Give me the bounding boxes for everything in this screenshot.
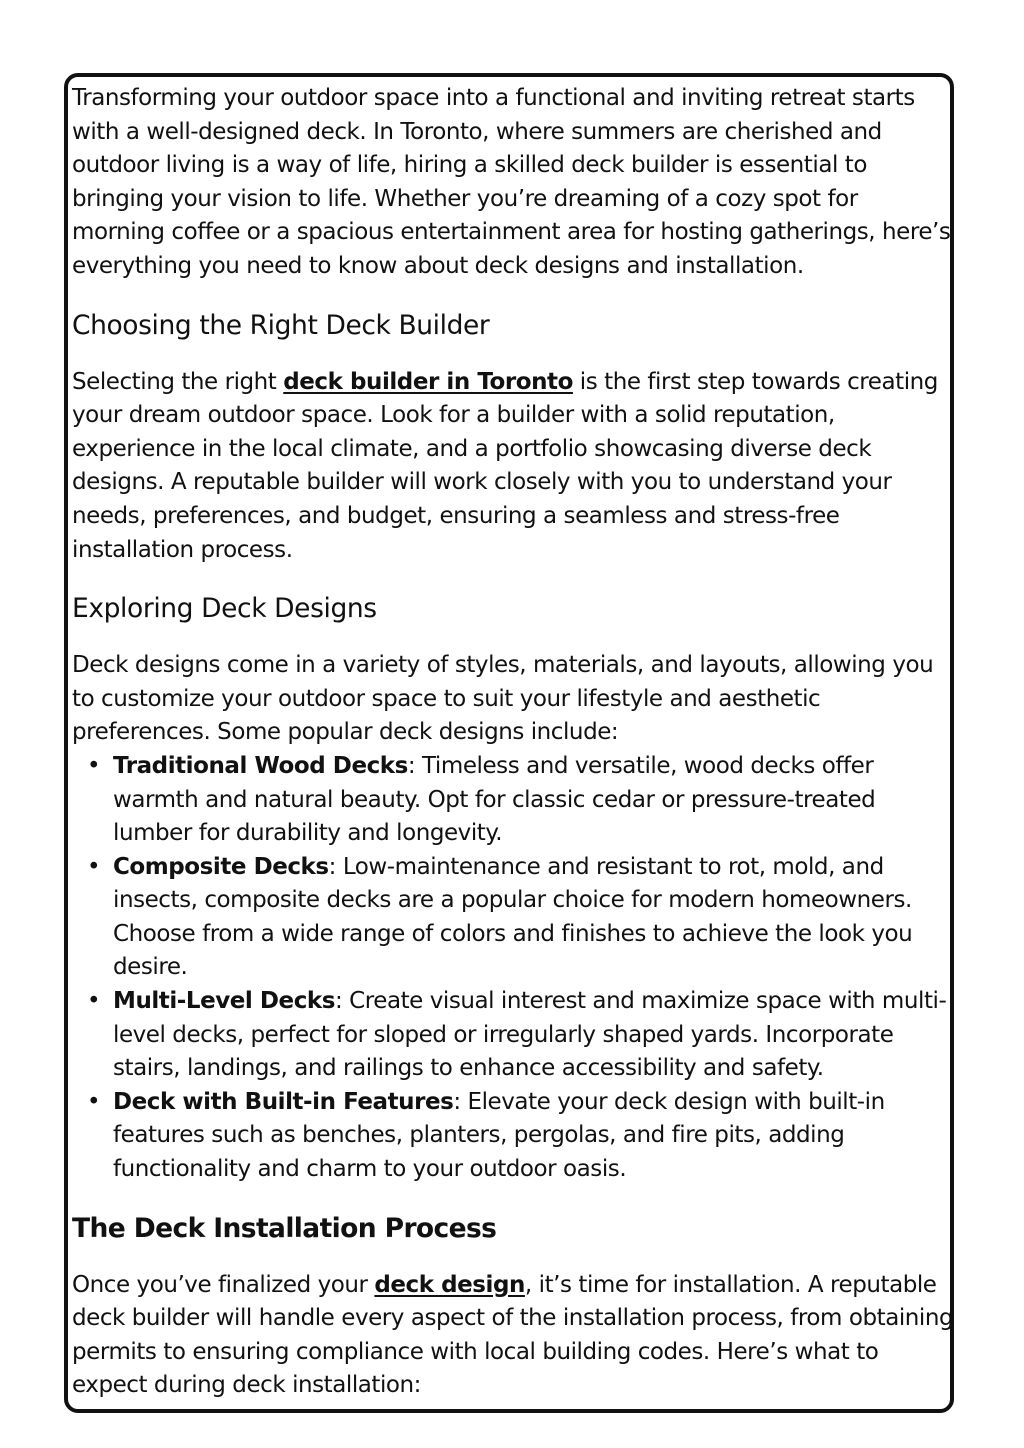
intro-paragraph: Transforming your outdoor space into a functional and inviting retreat starts with a well-designed deck. In Toronto, where summers are cherished and outdoor living is a way of life, hiring a skilled deck builder is essential to bringing your vision to life. Whether you’re dreaming of a cozy spot for morning coffee or a spacious entertainment area for hosting gatherings, here’s everything you need to know about deck designs and installation. — [72, 85, 951, 279]
builder-paragraph — [72, 366, 954, 568]
list-item-text: : Low-maintenance and resistant to rot, mold, and insects, composite decks are a popular choice for modern homeowners. Choose from a wide range of colors and finishes to achieve the look you desire. — [113, 853, 913, 981]
bullet-icon: • — [87, 1088, 101, 1115]
bullet-icon: • — [87, 752, 101, 779]
deck-design-list — [72, 750, 954, 1187]
heading-installation-process: The Deck Installation Process — [72, 1212, 497, 1244]
builder-text-after-link: is the first step towards creating your dream outdoor space. Look for a builder with a solid reputation, experience in the local climate, and a portfolio showcasing diverse deck designs. A reputable builder will work closely with you to understand your needs, preferences, and budget, ensuring a seamless and stress-free installation process. — [72, 368, 938, 563]
list-item-multi-level — [87, 985, 954, 1086]
list-item-built-in-features — [87, 1086, 954, 1187]
installation-text-after-link: , it’s time for installation. A reputable deck builder will handle every aspect of the installation process, from obtaining permits to ensuring compliance with local building codes. Here’s what to expect during deck installation: — [72, 1271, 954, 1399]
installation-paragraph — [72, 1269, 954, 1403]
bullet-icon: • — [87, 853, 101, 880]
heading-exploring-designs: Exploring Deck Designs — [72, 593, 377, 625]
list-item-text: : Elevate your deck design with built-in features such as benches, planters, pergolas, and fire pits, adding functionality and charm to your outdoor oasis. — [113, 1088, 885, 1183]
list-item-text: : Create visual interest and maximize space with multi-level decks, perfect for sloped or irregularly shaped yards. Incorporate stairs, landings, and railings to enhance accessibility and safety. — [113, 988, 947, 1082]
list-item-title: Multi-Level Decks — [113, 988, 335, 1015]
list-item-text: : Timeless and versatile, wood decks offer warmth and natural beauty. Opt for classic cedar or pressure-treated lumber for durability and longevity. — [113, 752, 876, 847]
heading-choosing-builder: Choosing the Right Deck Builder — [72, 309, 490, 341]
bullet-icon: • — [87, 988, 101, 1015]
installation-text-before-link: Once you’ve finalized your — [72, 1271, 375, 1298]
deck-builder-toronto-link[interactable]: deck builder in Toronto — [283, 368, 573, 395]
builder-text-before-link: Selecting the right — [72, 368, 284, 395]
list-item-title: Deck with Built-in Features — [113, 1088, 454, 1115]
list-item-title: Traditional Wood Decks — [113, 752, 408, 779]
list-item-composite — [87, 851, 954, 985]
article-body — [72, 82, 954, 1403]
deck-design-link[interactable]: deck design — [374, 1271, 525, 1298]
designs-intro-paragraph: Deck designs come in a variety of styles, materials, and layouts, allowing you to customize your outdoor space to suit your lifestyle and aesthetic preferences. Some popular deck designs include: — [72, 652, 934, 746]
list-item-traditional-wood — [87, 750, 954, 851]
list-item-title: Composite Decks — [113, 853, 329, 880]
